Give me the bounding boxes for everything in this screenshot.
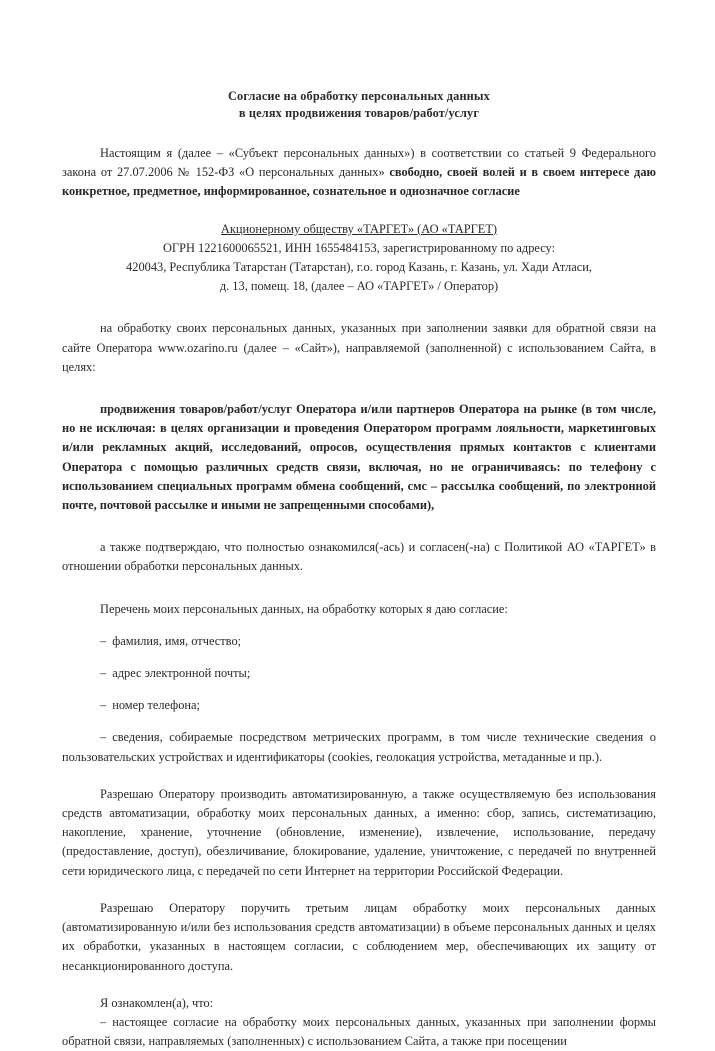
list-item-label: фамилия, имя, отчество; [112, 633, 242, 648]
list-item [62, 696, 656, 715]
third-party-permission-paragraph: Разрешаю Оператору поручить третьим лицам обработку моих персональных данных (автоматизированную и/или без использования средств автоматизации) в объеме персональных данных и целях их обработки, указанных в настоящем согласии, с соблюдением мер, обеспечивающих их защиту от несанкционированного доступа. [62, 900, 656, 973]
list-item [62, 632, 656, 651]
page-title-line-1: Согласие на обработку персональных данных [228, 89, 490, 103]
processing-permission-paragraph: Разрешаю Оператору производить автоматизированную, а также осуществляемую без использования средств автоматизации, обработку моих персональных данных, а именно: сбор, запись, систематизацию, накопление, хранение, уточнение (обновление, изменение), извлечение, использование, передачу (предоставление, доступ), обезличивание, блокирование, удаление, уничтожение, с передачей по внутренней сети юридического лица, с передачей по сети Интернет на территории Российской Федерации. [62, 786, 656, 878]
dash-marker-icon: – [100, 730, 107, 745]
acknowledgement-item-label: настоящее согласие на обработку моих персональных данных, указанных при заполнении формы обратной связи, направляемых (заполненных) с использованием Сайта, а также при посещении [62, 1014, 656, 1049]
dash-marker-icon: – [100, 633, 107, 648]
list-item-label: адрес электронной почты; [112, 666, 251, 681]
operator-registration-line: ОГРН 1221600065521, ИНН 1655484153, зарегистрированному по адресу: [162, 240, 556, 255]
purpose-intro-paragraph: на обработку своих персональных данных, указанных при заполнении заявки для обратной связи на сайте Оператора www.ozarino.ru (далее – «Сайт»), направляемой (заполненной) с использованием Сайта, в целях: [62, 321, 656, 374]
dash-marker-icon: – [100, 698, 107, 713]
operator-name: Акционерному обществу «ТАРГЕТ» (АО «ТАРГЕТ) [220, 221, 498, 236]
operator-name-line [62, 220, 656, 239]
data-list-heading: Перечень моих персональных данных, на обработку которых я даю согласие: [100, 601, 508, 616]
operator-address-line-1: 420043, Республика Татарстан (Татарстан), г.о. город Казань, г. Казань, ул. Хади Атласи, [126, 260, 592, 275]
operator-address-line-2: д. 13, помещ. 18, (далее – АО «ТАРГЕТ» / Оператор) [219, 279, 499, 294]
list-item [62, 664, 656, 683]
document-body [62, 0, 656, 1051]
document-title [62, 88, 656, 121]
list-item-label: номер телефона; [112, 698, 200, 713]
list-item-label: сведения, собираемые посредством метрических программ, в том числе технические сведения о пользовательских устройствах и идентификаторы (cookies, геолокация устройства, метаданные и пр.). [62, 730, 656, 764]
dash-marker-icon: – [100, 1014, 107, 1029]
acknowledgement-heading: Я ознакомлен(а), что: [100, 995, 214, 1010]
intro-normal-text: Настоящим я (далее – «Субъект персональных данных») в соответствии со статьей 9 Федерального закона от 27.07.2006 № 152-ФЗ «О персональных данных» [62, 146, 656, 180]
acknowledgement-list-item [62, 1013, 656, 1051]
confirmation-paragraph: а также подтверждаю, что полностью ознакомился(-ась) и согласен(-на) с Политикой АО «ТАРГЕТ» в отношении обработки персональных данных. [62, 540, 656, 574]
dash-marker-icon: – [100, 666, 107, 681]
page-title-line-2: в целях продвижения товаров/работ/услуг [238, 105, 480, 120]
intro-paragraph [62, 144, 656, 202]
intro-bold-text: свободно, своей волей и в своем интересе даю конкретное, предметное, информированное, сознательное и однозначное согласие [62, 165, 656, 199]
list-item [62, 728, 656, 766]
purpose-bold-paragraph: продвижения товаров/работ/услуг Оператора и/или партнеров Оператора на рынке (в том числе, но не исключая: в целях организации и проведения Оператором программ лояльности, маркетинговых и/или рекламных акций, исследований, опросов, осуществления прямых контактов с клиентами Оператора с помощью различных средств связи, включая, но не ограничиваясь: по телефону с использованием специальных программ обмена сообщений, смс – рассылка сообщений, по электронной почте, почтовой рассылке и иными не запрещенными способами), [62, 402, 656, 513]
